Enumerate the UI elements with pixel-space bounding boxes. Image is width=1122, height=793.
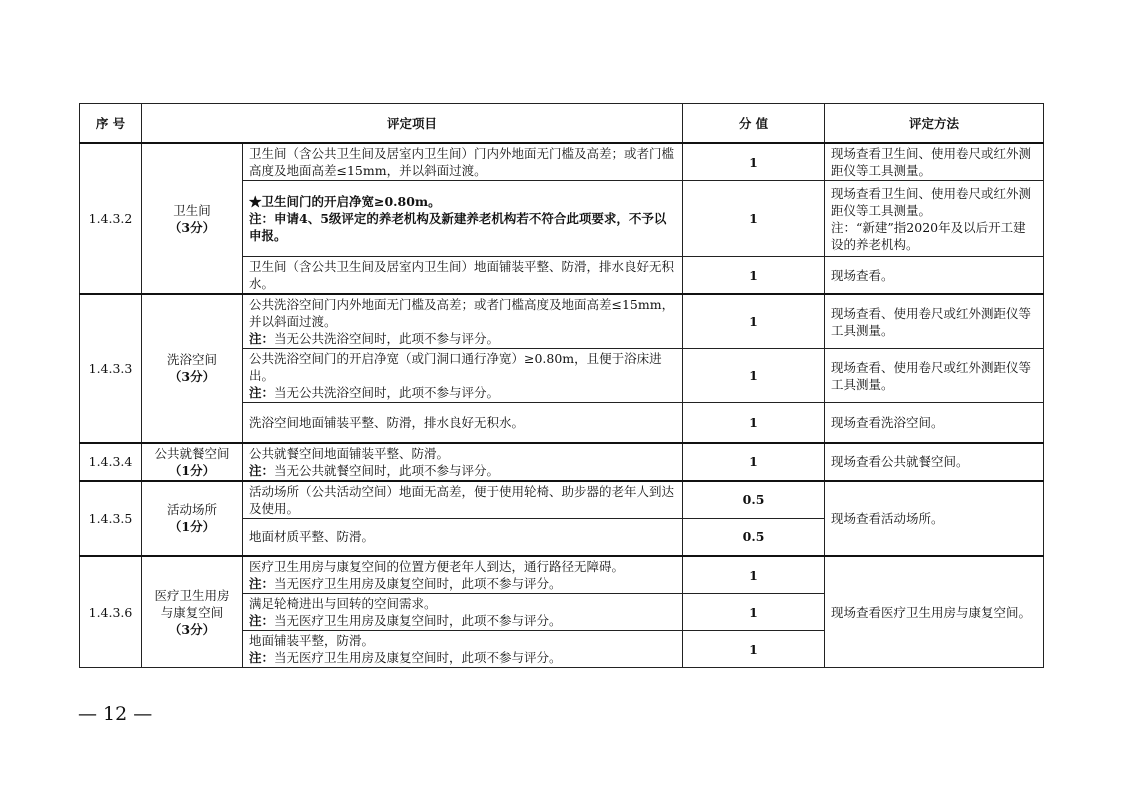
category-cell	[142, 443, 243, 481]
method-cell	[825, 181, 1044, 257]
table-row	[80, 443, 1044, 481]
item-cell	[243, 143, 683, 181]
score-cell: 1	[683, 181, 825, 257]
score-cell: 1	[683, 443, 825, 481]
seq-cell: 1.4.3.6	[80, 556, 142, 668]
item-text: 医疗卫生用房与康复空间的位置方便老年人到达，通行路径无障碍。	[249, 559, 625, 574]
item-cell	[243, 518, 683, 556]
item-cell	[243, 631, 683, 668]
item-cell	[243, 443, 683, 481]
score-cell: 1	[683, 594, 825, 631]
category-name: 洗浴空间	[166, 352, 217, 368]
item-cell	[243, 594, 683, 631]
category-name: 公共就餐空间	[154, 445, 230, 461]
method-cell: 现场查看、使用卷尺或红外测距仪等工具测量。	[825, 294, 1044, 349]
item-note: 当无医疗卫生用房及康复空间时，此项不参与评分。	[274, 576, 562, 591]
item-text: 洗浴空间地面铺装平整、防滑，排水良好无积水。	[249, 414, 525, 430]
score-cell: 1	[683, 294, 825, 349]
seq-cell: 1.4.3.3	[80, 294, 142, 443]
category-name: 卫生间	[173, 202, 211, 218]
method-cell: 现场查看医疗卫生用房与康复空间。	[825, 556, 1044, 668]
seq-cell: 1.4.3.5	[80, 481, 142, 557]
item-text: 满足轮椅进出与回转的空间需求。	[249, 596, 437, 611]
score-cell: 0.5	[683, 518, 825, 556]
item-text: 卫生间（含公共卫生间及居室内卫生间）门内外地面无门槛及高差；或者门槛高度及地面高差≤15mm，并以斜面过渡。	[249, 146, 675, 178]
table-row	[80, 556, 1044, 594]
score-cell: 1	[683, 257, 825, 295]
page-number: — 12 —	[78, 703, 153, 725]
item-note: 当无医疗卫生用房及康复空间时，此项不参与评分。	[274, 650, 562, 665]
item-cell	[243, 403, 683, 443]
item-cell	[243, 349, 683, 403]
seq-cell: 1.4.3.4	[80, 443, 142, 481]
method-cell: 现场查看活动场所。	[825, 481, 1044, 557]
item-text: 地面材质平整、防滑。	[249, 529, 375, 545]
evaluation-table	[79, 103, 1044, 668]
header-method: 评定方法	[825, 104, 1044, 144]
item-cell	[243, 481, 683, 519]
item-text: 地面铺装平整，防滑。	[249, 633, 375, 648]
table-row	[80, 294, 1044, 349]
score-cell: 1	[683, 349, 825, 403]
note-label: 注：	[249, 385, 275, 400]
item-text: 公共就餐空间地面铺装平整、防滑。	[249, 445, 450, 461]
item-cell	[243, 181, 683, 257]
item-note: 当无医疗卫生用房及康复空间时，此项不参与评分。	[274, 613, 562, 628]
item-text: 活动场所（公共活动空间）地面无高差，便于使用轮椅、助步器的老年人到达及使用。	[249, 483, 675, 516]
category-cell	[142, 556, 243, 668]
item-text: 公共洗浴空间门内外地面无门槛及高差；或者门槛高度及地面高差≤15mm，并以斜面过渡。	[249, 297, 675, 329]
item-cell	[243, 556, 683, 594]
category-cell	[142, 481, 243, 557]
note-label: 注：	[249, 650, 275, 665]
score-cell: 1	[683, 556, 825, 594]
method-text: 现场查看卫生间、使用卷尺或红外测距仪等工具测量。	[831, 185, 1032, 218]
category-points: （1分）	[168, 462, 216, 478]
note-label: 注：	[249, 462, 275, 478]
item-note: 当无公共就餐空间时，此项不参与评分。	[274, 462, 500, 478]
table-row	[80, 143, 1044, 181]
category-name: 活动场所	[166, 502, 217, 518]
category-cell	[142, 143, 243, 294]
item-cell	[243, 294, 683, 349]
note-label: 注：	[249, 576, 275, 591]
item-note: 当无公共洗浴空间时，此项不参与评分。	[274, 331, 500, 346]
header-item: 评定项目	[142, 104, 683, 144]
note-label: 注：	[249, 331, 275, 346]
method-cell: 现场查看公共就餐空间。	[825, 443, 1044, 481]
method-cell: 现场查看卫生间、使用卷尺或红外测距仪等工具测量。	[825, 143, 1044, 181]
category-points: （3分）	[168, 369, 216, 385]
category-points: （3分）	[168, 621, 216, 637]
method-cell: 现场查看。	[825, 257, 1044, 295]
category-points: （1分）	[168, 519, 216, 535]
score-cell: 0.5	[683, 481, 825, 519]
score-cell: 1	[683, 631, 825, 668]
item-note: 注：申请4、5级评定的养老机构及新建养老机构若不符合此项要求，不予以申报。	[249, 211, 667, 243]
item-note: 当无公共洗浴空间时，此项不参与评分。	[274, 385, 500, 400]
method-cell: 现场查看、使用卷尺或红外测距仪等工具测量。	[825, 349, 1044, 403]
item-cell	[243, 257, 683, 295]
table-header-row	[80, 104, 1044, 144]
category-cell	[142, 294, 243, 443]
category-name: 医疗卫生用房与康复空间	[154, 587, 230, 620]
score-cell: 1	[683, 403, 825, 443]
score-cell: 1	[683, 143, 825, 181]
note-label: 注：	[249, 613, 275, 628]
table-row	[80, 481, 1044, 519]
method-note: 注：“新建”指2020年及以后开工建设的养老机构。	[831, 219, 1026, 252]
method-cell: 现场查看洗浴空间。	[825, 403, 1044, 443]
seq-cell: 1.4.3.2	[80, 143, 142, 294]
header-seq: 序 号	[80, 104, 142, 144]
item-text: 公共洗浴空间门的开启净宽（或门洞口通行净宽）≥0.80m，且便于浴床进出。	[249, 351, 662, 383]
item-text: ★卫生间门的开启净宽≥0.80m。	[249, 194, 441, 209]
category-points: （3分）	[168, 219, 216, 235]
item-text: 卫生间（含公共卫生间及居室内卫生间）地面铺装平整、防滑，排水良好无积水。	[249, 259, 675, 291]
header-score: 分 值	[683, 104, 825, 144]
